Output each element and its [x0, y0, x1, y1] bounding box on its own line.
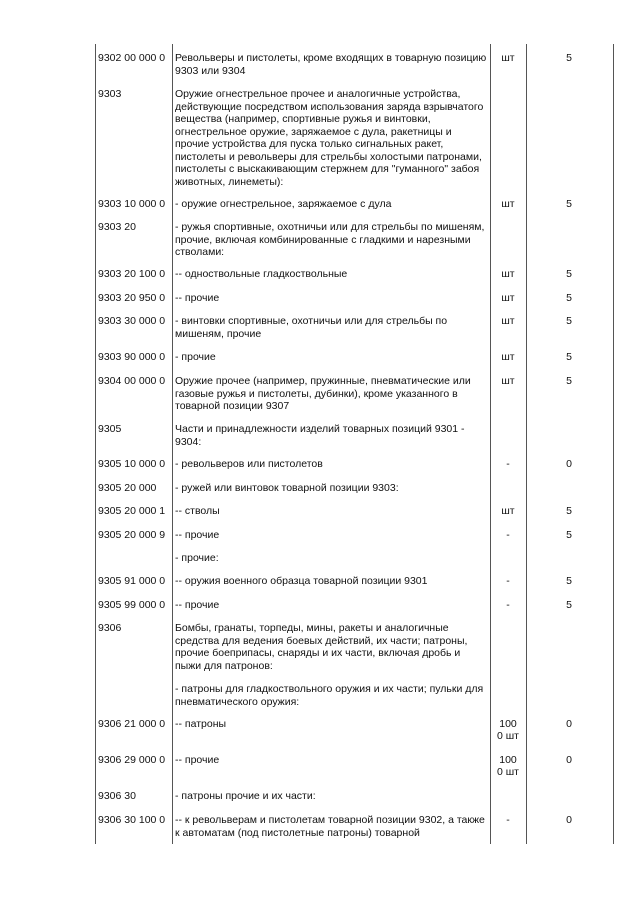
column-divider-right	[613, 44, 614, 844]
row-rate: 5	[566, 375, 572, 387]
row-unit: шт	[501, 198, 515, 210]
row-description: - патроны для гладкоствольного оружия и их части; пульки для пневматического оружия:	[175, 683, 484, 708]
row-code: 9305 20 000	[98, 482, 157, 494]
row-unit: шт	[501, 268, 515, 280]
row-code: 9305 20 000 9	[98, 529, 166, 541]
row-rate: 5	[566, 292, 572, 304]
row-code: 9303 10 000 0	[98, 198, 166, 210]
row-description: - оружие огнестрельное, заряжаемое с дула	[175, 198, 392, 210]
row-description: -- патроны	[175, 718, 227, 730]
row-unit: шт	[501, 351, 515, 363]
row-description: - винтовки спортивные, охотничьи или для стрельбы по мишеням, прочие	[175, 315, 448, 340]
row-code: 9304 00 000 0	[98, 375, 166, 387]
row-unit: 100 0 шт	[497, 718, 519, 742]
row-unit: 100 0 шт	[497, 754, 519, 778]
row-code: 9303 30 000 0	[98, 315, 166, 327]
row-unit: шт	[501, 505, 515, 517]
row-code: 9306 30 100 0	[98, 814, 166, 826]
row-rate: 5	[566, 599, 572, 611]
row-description: -- прочие	[175, 754, 220, 766]
row-code: 9302 00 000 0	[98, 52, 166, 64]
row-unit: шт	[501, 315, 515, 327]
row-code: 9305 91 000 0	[98, 575, 166, 587]
row-code: 9306 21 000 0	[98, 718, 166, 730]
row-description: Бомбы, гранаты, торпеды, мины, ракеты и аналогичные средства для ведения боевых действий, их части; патроны, прочие боеприпасы, снаряды и их части, включая дробь и пыжи для патронов:	[175, 622, 468, 672]
row-code: 9306 29 000 0	[98, 754, 166, 766]
row-description: Части и принадлежности изделий товарных позиций 9301 - 9304:	[175, 423, 465, 448]
row-unit: -	[506, 599, 510, 611]
row-description: - ружей или винтовок товарной позиции 9303:	[175, 482, 399, 494]
row-unit: -	[506, 529, 510, 541]
column-divider-left	[95, 44, 96, 844]
row-code: 9303 20 100 0	[98, 268, 166, 280]
row-description: -- прочие	[175, 292, 220, 304]
row-code: 9305 10 000 0	[98, 458, 166, 470]
row-rate: 0	[566, 718, 572, 730]
row-description: -- оружия военного образца товарной позиции 9301	[175, 575, 428, 587]
row-description: -- прочие	[175, 529, 220, 541]
row-description: Оружие огнестрельное прочее и аналогичные устройства, действующие посредством использования заряда взрывчатого вещества (например, спортивные ружья и винтовки, огнестрельное оружие, заряжаемое с дула, ракетницы и прочие устройства для пуска только сигнальных ракет, пистолеты и револьверы для стрельбы холостыми патронами, пистолеты с выскакивающим стержнем для "гуманного" забоя животных, линеметы):	[175, 88, 484, 188]
row-rate: 5	[566, 198, 572, 210]
row-unit: шт	[501, 52, 515, 64]
row-description: - прочие	[175, 351, 216, 363]
row-code: 9305	[98, 423, 122, 435]
row-rate: 0	[566, 814, 572, 826]
row-rate: 5	[566, 315, 572, 327]
row-description: - револьверов или пистолетов	[175, 458, 323, 470]
row-description: -- стволы	[175, 505, 220, 517]
row-description: -- прочие	[175, 599, 220, 611]
row-description: - прочие:	[175, 552, 219, 564]
row-code: 9303 20 950 0	[98, 292, 166, 304]
row-unit: шт	[501, 292, 515, 304]
row-description: - патроны прочие и их части:	[175, 790, 316, 802]
row-unit: -	[506, 458, 510, 470]
row-description: -- к револьверам и пистолетам товарной позиции 9302, а также к автоматам (под пистолетные патроны) товарной	[175, 814, 485, 839]
row-rate: 0	[566, 458, 572, 470]
row-description: -- одноствольные гладкоствольные	[175, 268, 348, 280]
row-rate: 5	[566, 529, 572, 541]
row-unit: -	[506, 575, 510, 587]
row-rate: 5	[566, 505, 572, 517]
row-code: 9303 90 000 0	[98, 351, 166, 363]
row-description: Револьверы и пистолеты, кроме входящих в товарную позицию 9303 или 9304	[175, 52, 487, 77]
row-rate: 5	[566, 351, 572, 363]
row-rate: 0	[566, 754, 572, 766]
row-unit: -	[506, 814, 510, 826]
row-description: Оружие прочее (например, пружинные, пневматические или газовые ружья и пистолеты, дубинки), кроме указанного в товарной позиции 9307	[175, 375, 471, 412]
row-code: 9306	[98, 622, 122, 634]
row-code: 9303 20	[98, 221, 136, 233]
row-rate: 5	[566, 52, 572, 64]
row-rate: 5	[566, 575, 572, 587]
row-code: 9303	[98, 88, 122, 100]
row-unit: шт	[501, 375, 515, 387]
column-divider-code	[172, 44, 173, 844]
row-code: 9305 99 000 0	[98, 599, 166, 611]
row-description: - ружья спортивные, охотничьи или для стрельбы по мишеням, прочие, включая комбинированные с гладкими и нарезными стволами:	[175, 221, 485, 258]
row-code: 9306 30	[98, 790, 136, 802]
row-rate: 5	[566, 268, 572, 280]
row-code: 9305 20 000 1	[98, 505, 166, 517]
